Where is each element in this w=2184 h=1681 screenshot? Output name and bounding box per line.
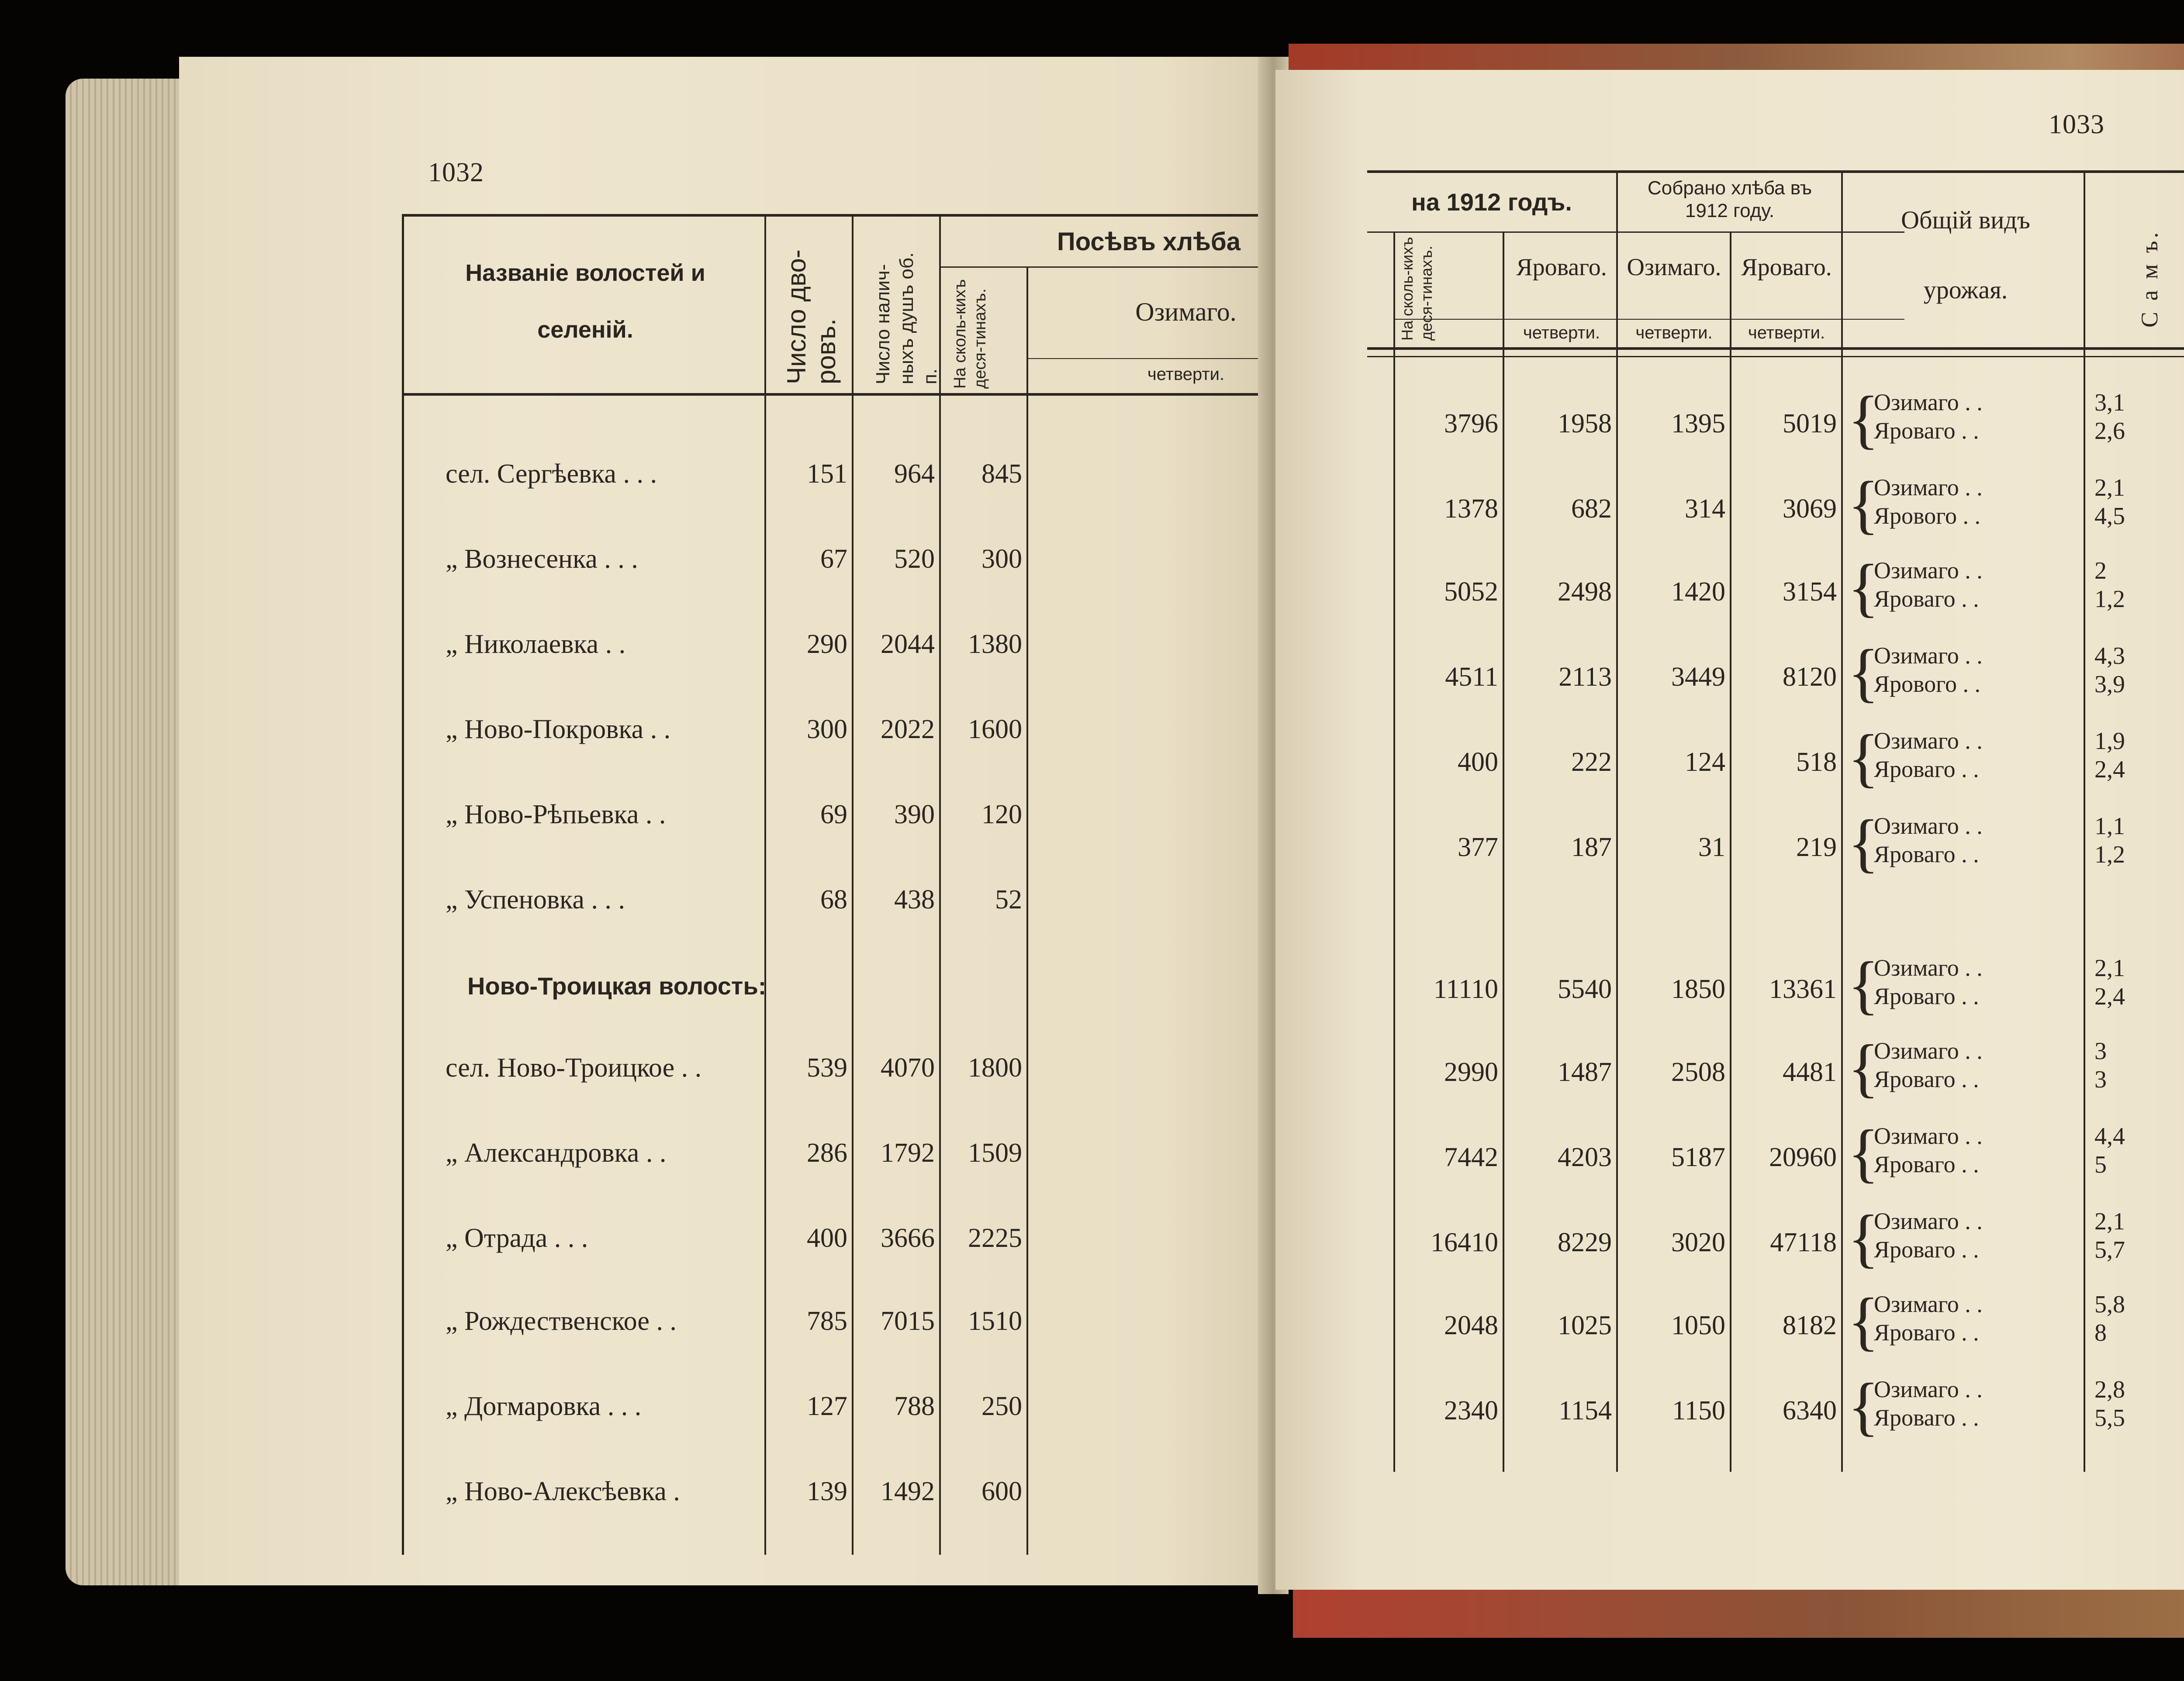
yar-value: 2113 bbox=[1559, 662, 1612, 692]
crop-line-1: Озимаго . . bbox=[1874, 813, 1983, 839]
header-obshchiy-vid: Общій видъ bbox=[1901, 206, 2030, 234]
posev-des-value: 250 bbox=[981, 1391, 1022, 1421]
dvorov-value: 785 bbox=[807, 1306, 847, 1336]
samo-value-2: 2,6 bbox=[2094, 418, 2125, 445]
dvorov-value: 68 bbox=[820, 885, 847, 915]
dvorov-value: 300 bbox=[807, 715, 847, 744]
sobrano-yar-value: 3154 bbox=[1783, 577, 1837, 607]
brace-icon: { bbox=[1848, 1032, 1879, 1104]
brace-icon: { bbox=[1848, 383, 1879, 456]
yar-value: 682 bbox=[1571, 494, 1612, 524]
page-number-right: 1033 bbox=[2049, 110, 2105, 139]
village-name: „ Успеновка . . . bbox=[446, 885, 625, 915]
samo-value-1: 3 bbox=[2094, 1038, 2107, 1065]
crop-line-2: Яроваго . . bbox=[1874, 756, 1979, 782]
samo-value-2: 4,5 bbox=[2094, 503, 2125, 530]
brace-icon: { bbox=[1848, 1285, 1879, 1357]
crop-line-2: Ярового . . bbox=[1874, 503, 1980, 529]
crop-line-1: Озимаго . . bbox=[1874, 1123, 1983, 1149]
header-yarovago-2: Яроваго. bbox=[1741, 254, 1832, 281]
sobrano-ozim-value: 1850 bbox=[1671, 974, 1725, 1004]
crop-line-2: Яроваго . . bbox=[1874, 1066, 1979, 1092]
dush-value: 7015 bbox=[881, 1306, 935, 1336]
samo-value-2: 5,5 bbox=[2094, 1405, 2125, 1432]
sobrano-yar-value: 3069 bbox=[1783, 494, 1837, 524]
village-name: „ Догмаровка . . . bbox=[446, 1391, 642, 1421]
yar-value: 2498 bbox=[1558, 577, 1612, 607]
sobrano-yar-value: 13361 bbox=[1769, 974, 1837, 1004]
village-name: сел. Ново-Троицкое . . bbox=[446, 1053, 702, 1083]
crop-line-1: Озимаго . . bbox=[1874, 389, 1983, 415]
brace-icon: { bbox=[1848, 1202, 1879, 1274]
crop-line-2: Яроваго . . bbox=[1874, 1151, 1979, 1177]
brace-icon: { bbox=[1848, 807, 1879, 879]
yar-value: 5540 bbox=[1558, 974, 1612, 1004]
village-name: „ Вознесенка . . . bbox=[446, 544, 638, 574]
header-ozimago-right: Озимаго. bbox=[1627, 254, 1721, 281]
posev-des-value: 2225 bbox=[968, 1223, 1022, 1253]
posev-des-value: 120 bbox=[981, 800, 1022, 829]
posev-des-value: 845 bbox=[981, 459, 1022, 489]
sobrano-yar-value: 219 bbox=[1796, 832, 1837, 862]
village-name: „ Ново-Алексѣевка . bbox=[446, 1477, 680, 1506]
samo-value-2: 8 bbox=[2094, 1319, 2107, 1346]
samo-value-1: 4,3 bbox=[2094, 642, 2125, 670]
crop-line-2: Яроваго . . bbox=[1874, 1236, 1979, 1263]
samo-value-1: 5,8 bbox=[2094, 1291, 2125, 1318]
samo-value-1: 2,1 bbox=[2094, 474, 2125, 501]
yar-value: 1154 bbox=[1559, 1396, 1612, 1426]
posev-des-value: 600 bbox=[981, 1477, 1022, 1506]
samo-value-2: 3,9 bbox=[2094, 671, 2125, 698]
dvorov-value: 69 bbox=[820, 800, 847, 829]
samo-value-2: 3 bbox=[2094, 1066, 2107, 1093]
samo-value-2: 2,4 bbox=[2094, 983, 2125, 1010]
sobrano-ozim-value: 1150 bbox=[1672, 1396, 1725, 1426]
sobrano-yar-value: 518 bbox=[1796, 747, 1837, 777]
sobrano-ozim-value: 1420 bbox=[1671, 577, 1725, 607]
des-value: 2048 bbox=[1444, 1311, 1498, 1340]
dush-value: 438 bbox=[894, 885, 935, 915]
dush-value: 2044 bbox=[881, 629, 935, 659]
crop-line-1: Озимаго . . bbox=[1874, 474, 1983, 501]
dush-value: 390 bbox=[894, 800, 935, 829]
des-value: 3796 bbox=[1444, 409, 1498, 438]
des-value: 2340 bbox=[1444, 1396, 1498, 1426]
header-na-skolkih-left: На сколь-кихъ деся-тинахъ. bbox=[951, 279, 989, 389]
dvorov-value: 151 bbox=[807, 459, 847, 489]
posev-des-value: 1600 bbox=[968, 715, 1022, 744]
dvorov-value: 400 bbox=[807, 1223, 847, 1253]
dush-value: 3666 bbox=[881, 1223, 935, 1253]
brace-icon: { bbox=[1848, 551, 1879, 624]
des-value: 377 bbox=[1458, 832, 1498, 862]
village-name: сел. Сергѣевка . . . bbox=[446, 459, 657, 489]
des-value: 1378 bbox=[1444, 494, 1498, 524]
village-name: „ Рождественское . . bbox=[446, 1306, 677, 1336]
des-value: 2990 bbox=[1444, 1057, 1498, 1087]
brace-icon: { bbox=[1848, 1117, 1879, 1189]
brace-icon: { bbox=[1848, 636, 1879, 709]
des-value: 4511 bbox=[1445, 662, 1498, 692]
sobrano-ozim-value: 314 bbox=[1685, 494, 1725, 524]
header-chetverti-2: четверти. bbox=[1635, 323, 1713, 342]
sobrano-yar-value: 8182 bbox=[1783, 1311, 1837, 1340]
yar-value: 187 bbox=[1571, 832, 1612, 862]
dush-value: 2022 bbox=[881, 715, 935, 744]
sobrano-yar-value: 47118 bbox=[1770, 1228, 1837, 1257]
crop-line-1: Озимаго . . bbox=[1874, 1291, 1983, 1317]
section-heading: Ново-Троицкая волость: bbox=[467, 972, 767, 1000]
samo-value-2: 5 bbox=[2094, 1151, 2107, 1178]
posev-des-value: 1380 bbox=[968, 629, 1022, 659]
header-chetverti-left: четверти. bbox=[1147, 365, 1225, 384]
page-number-left: 1032 bbox=[428, 158, 484, 187]
crop-line-1: Озимаго . . bbox=[1874, 1208, 1983, 1234]
sobrano-ozim-value: 124 bbox=[1685, 747, 1725, 777]
des-value: 16410 bbox=[1431, 1228, 1498, 1257]
samo-value-2: 1,2 bbox=[2094, 586, 2125, 613]
brace-icon: { bbox=[1848, 721, 1879, 794]
header-urozhaya: урожая. bbox=[1923, 276, 2008, 304]
posev-des-value: 1510 bbox=[968, 1306, 1022, 1336]
dush-value: 788 bbox=[894, 1391, 935, 1421]
header-yarovago-1: Яроваго. bbox=[1516, 254, 1607, 281]
sobrano-ozim-value: 3020 bbox=[1671, 1228, 1725, 1257]
header-na-skolkih-right: На сколь-кихъ деся-тинахъ. bbox=[1398, 237, 1435, 341]
des-value: 11110 bbox=[1433, 974, 1498, 1004]
sobrano-ozim-value: 2508 bbox=[1671, 1057, 1725, 1087]
yar-value: 1487 bbox=[1558, 1057, 1612, 1087]
crop-line-1: Озимаго . . bbox=[1874, 642, 1983, 669]
header-chetverti-3: четверти. bbox=[1748, 323, 1825, 342]
brace-icon: { bbox=[1848, 1370, 1879, 1443]
samo-value-2: 1,2 bbox=[2094, 841, 2125, 868]
sobrano-ozim-value: 31 bbox=[1698, 832, 1725, 862]
crop-line-1: Озимаго . . bbox=[1874, 728, 1983, 754]
crop-line-2: Яроваго . . bbox=[1874, 418, 1979, 444]
dvorov-value: 539 bbox=[807, 1053, 847, 1083]
des-value: 400 bbox=[1458, 747, 1498, 777]
samo-value-1: 4,4 bbox=[2094, 1123, 2125, 1150]
dush-value: 520 bbox=[894, 544, 935, 574]
crop-line-2: Яроваго . . bbox=[1874, 586, 1979, 612]
header-posev: Посѣвъ хлѣба bbox=[1057, 228, 1241, 256]
right-page bbox=[1275, 70, 2184, 1590]
yar-value: 4203 bbox=[1558, 1143, 1612, 1172]
dush-value: 964 bbox=[894, 459, 935, 489]
dush-value: 1792 bbox=[881, 1138, 935, 1168]
samo-value-1: 2 bbox=[2094, 557, 2107, 584]
dvorov-value: 139 bbox=[807, 1477, 847, 1506]
crop-line-2: Яроваго . . bbox=[1874, 841, 1979, 867]
sobrano-yar-value: 6340 bbox=[1783, 1396, 1837, 1426]
samo-value-1: 2,1 bbox=[2094, 1208, 2125, 1235]
brace-icon: { bbox=[1848, 468, 1879, 541]
dvorov-value: 127 bbox=[807, 1391, 847, 1421]
posev-des-value: 52 bbox=[995, 885, 1022, 915]
dvorov-value: 290 bbox=[807, 629, 847, 659]
yar-value: 222 bbox=[1571, 747, 1612, 777]
crop-line-2: Яроваго . . bbox=[1874, 1405, 1979, 1431]
village-name: „ Николаевка . . bbox=[446, 629, 626, 659]
yar-value: 1958 bbox=[1558, 409, 1612, 438]
village-name: „ Александровка . . bbox=[446, 1138, 667, 1168]
header-samo: С а м ъ. bbox=[2136, 229, 2163, 328]
yar-value: 1025 bbox=[1558, 1311, 1612, 1340]
header-dvorov: Число дво-ровъ. bbox=[782, 249, 841, 384]
crop-line-1: Озимаго . . bbox=[1874, 557, 1983, 583]
header-sobrano: Собрано хлѣба въ 1912 году. bbox=[1647, 177, 1812, 221]
samo-value-2: 2,4 bbox=[2094, 756, 2125, 783]
samo-value-1: 2,1 bbox=[2094, 955, 2125, 982]
village-name: „ Отрада . . . bbox=[446, 1223, 588, 1253]
sobrano-ozim-value: 1395 bbox=[1671, 409, 1725, 438]
sobrano-yar-value: 8120 bbox=[1783, 662, 1837, 692]
sobrano-yar-value: 5019 bbox=[1783, 409, 1837, 438]
left-page bbox=[179, 57, 1271, 1585]
crop-line-2: Яроваго . . bbox=[1874, 1319, 1979, 1346]
crop-line-2: Ярового . . bbox=[1874, 671, 1980, 697]
samo-value-1: 1,1 bbox=[2094, 813, 2125, 840]
dush-value: 1492 bbox=[881, 1477, 935, 1506]
sobrano-ozim-value: 5187 bbox=[1671, 1143, 1725, 1172]
samo-value-1: 1,9 bbox=[2094, 728, 2125, 755]
header-chetverti-1: четверти. bbox=[1523, 323, 1600, 342]
header-dush: Число налич-ныхъ душъ об. п. bbox=[872, 252, 941, 384]
right-table bbox=[1367, 170, 2184, 1481]
samo-value-2: 5,7 bbox=[2094, 1236, 2125, 1263]
des-value: 5052 bbox=[1444, 577, 1498, 607]
village-name: „ Ново-Рѣпьевка . . bbox=[446, 800, 666, 829]
dush-value: 4070 bbox=[881, 1053, 935, 1083]
crop-line-1: Озимаго . . bbox=[1874, 1376, 1983, 1402]
crop-line-2: Яроваго . . bbox=[1874, 983, 1979, 1009]
crop-line-1: Озимаго . . bbox=[1874, 955, 1983, 981]
yar-value: 8229 bbox=[1558, 1228, 1612, 1257]
header-ozimago-left: Озимаго. bbox=[1135, 297, 1237, 326]
posev-des-value: 1509 bbox=[968, 1138, 1022, 1168]
left-table bbox=[402, 214, 1354, 1555]
samo-value-1: 2,8 bbox=[2094, 1376, 2125, 1403]
sobrano-ozim-value: 1050 bbox=[1671, 1311, 1725, 1340]
header-na-1912: на 1912 годъ. bbox=[1411, 188, 1572, 216]
dvorov-value: 286 bbox=[807, 1138, 847, 1168]
dvorov-value: 67 bbox=[820, 544, 847, 574]
sobrano-ozim-value: 3449 bbox=[1671, 662, 1725, 692]
header-name-column: Названіе волостей и селеній. bbox=[465, 260, 705, 343]
posev-des-value: 1800 bbox=[968, 1053, 1022, 1083]
samo-value-1: 3,1 bbox=[2094, 389, 2125, 416]
brace-icon: { bbox=[1848, 949, 1879, 1021]
sobrano-yar-value: 20960 bbox=[1769, 1143, 1837, 1172]
sobrano-yar-value: 4481 bbox=[1783, 1057, 1837, 1087]
des-value: 7442 bbox=[1444, 1143, 1498, 1172]
crop-line-1: Озимаго . . bbox=[1874, 1038, 1983, 1064]
posev-des-value: 300 bbox=[981, 544, 1022, 574]
village-name: „ Ново-Покровка . . bbox=[446, 715, 671, 744]
